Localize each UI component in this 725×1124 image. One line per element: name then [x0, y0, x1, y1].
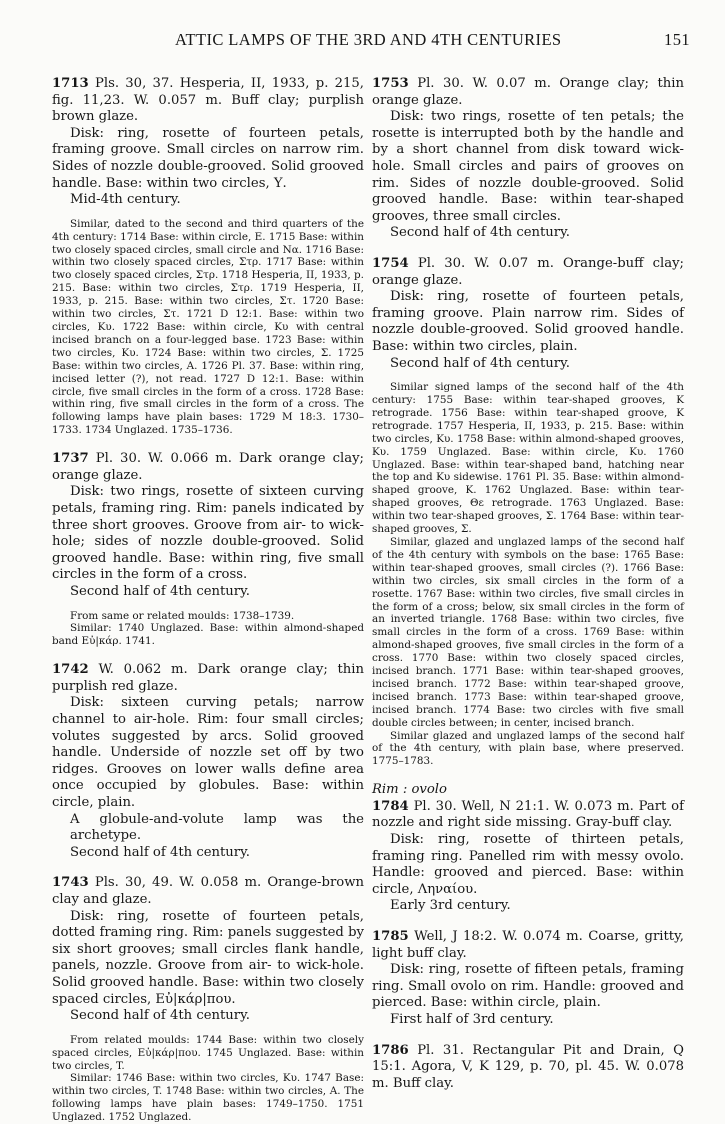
- catalogue-entry: [372, 799, 684, 832]
- section-subheading: Rim : ovolo: [372, 782, 447, 798]
- related-lamps-note: Similar: 1740 Unglazed. Base: within almond-shaped band Εὐ|κάρ. 1741.: [52, 622, 364, 648]
- catalogue-entry: [372, 929, 684, 962]
- catalogue-number: 1754: [372, 255, 409, 271]
- description-paragraph: Disk: ring, rosette of fourteen petals, dotted framing ring. Rim: panels suggested by six short grooves; small circles flank handle, panels, nozzle. Groove from air- to wick-hole. Solid grooved handle. Base: within two closely spaced circles, Εὐ|κάρ|που.: [52, 908, 364, 1007]
- catalogue-entry: [52, 451, 364, 484]
- catalogue-number: 1713: [52, 76, 89, 91]
- date-line: Early 3rd century.: [390, 898, 511, 914]
- related-lamps-note: From related moulds: 1744 Base: within two closely spaced circles, Εὐ|κάρ|που. 1745 Unglazed. Base: within two circles, T.: [52, 1033, 364, 1072]
- description-paragraph: Disk: ring, rosette of fourteen petals, framing groove. Small circles on narrow rim. Sides of nozzle double-grooved. Solid grooved handle. Base: within two circles, Υ.: [52, 125, 364, 191]
- catalogue-entry: [52, 76, 364, 126]
- catalogue-number: 1784: [372, 798, 409, 814]
- entry-text: Pl. 30. W. 0.066 m. Dark orange clay; orange glaze.: [52, 451, 364, 483]
- description-paragraph: Disk: ring, rosette of thirteen petals, framing ring. Panelled rim with messy ovolo. Handle: grooved and pierced. Base: within circle, Ληναίου.: [372, 832, 684, 897]
- catalogue-number: 1753: [372, 76, 409, 91]
- entry-text: Pl. 30. W. 0.07 m. Orange clay; thin orange glaze.: [372, 76, 684, 108]
- related-lamps-note: From same or related moulds: 1738–1739.: [70, 609, 295, 622]
- related-lamps-note: Similar: 1746 Base: within two circles, Κυ. 1747 Base: within two circles, T. 1748 Base: within two circles, A. The following lamps have plain bases: 1749–1750. 1751 Unglazed. 1752 Unglazed.: [52, 1072, 364, 1124]
- catalogue-entry: [52, 662, 364, 695]
- description-paragraph: Disk: ring, rosette of fourteen petals, framing groove. Plain narrow rim. Sides of nozzle double-grooved. Solid grooved handle. Base: within two circles, plain.: [372, 289, 684, 354]
- description-paragraph: Disk: ring, rosette of fifteen petals, framing ring. Small ovolo on rim. Handle: grooved and pierced. Base: within circle, plain.: [372, 962, 684, 1011]
- related-lamps-note: Similar signed lamps of the second half of the 4th century: 1755 Base: within tear-shaped grooves, K retrograde. 1756 Base: within tear-shaped groove, K retrograde. 1757 Hesperia, II, 1933, p. 215. Base: within two circles, Κυ. 1758 Base: within almond-shaped grooves, Κυ. 1759 Unglazed. Base: within circle, Κυ. 1760 Unglazed. Base: within tear-shaped band, hatching near the top and Κυ sidewise. 1761 Pl. 35. Base: within almond-shaped groove, K. 1762 Unglazed. Base: within tear-shaped grooves, Θε retrograde. 1763 Unglazed. Base: within two tear-shaped grooves, Σ. 1764 Base: within tear-shaped grooves, Σ.: [372, 381, 684, 536]
- description-paragraph: Disk: two rings, rosette of ten petals; the rosette is interrupted both by the handle and by a short channel from disk toward wick-hole. Small circles and pairs of grooves on rim. Sides of nozzle double-grooved. Solid grooved handle. Base: within tear-shaped grooves, three small circles.: [372, 109, 684, 224]
- description-paragraph: Disk: two rings, rosette of sixteen curving petals, framing ring. Rim: panels indicated by three short grooves. Groove from air- to wick-hole; sides of nozzle double-grooved. Solid grooved handle. Base: within ring, five small circles in the form of a cross.: [52, 484, 364, 583]
- page-number: 151: [664, 30, 690, 49]
- catalogue-number: 1743: [52, 875, 89, 891]
- date-line: Second half of 4th century.: [390, 225, 570, 241]
- left-column: [52, 76, 364, 1124]
- running-title: ATTIC LAMPS OF THE 3RD AND 4TH CENTURIES: [175, 30, 562, 49]
- catalogue-number: 1786: [372, 1042, 409, 1058]
- date-line: Mid-4th century.: [70, 192, 181, 208]
- date-line: First half of 3rd century.: [390, 1012, 554, 1027]
- date-line: Second half of 4th century.: [70, 583, 250, 599]
- related-lamps-note: Similar, glazed and unglazed lamps of the second half of the 4th century with symbols on the base: 1765 Base: within tear-shaped grooves, small circles (?). 1766 Base: within two circles, six small circles in the form of a rosette. 1767 Base: within two circles, five small circles in the form of a cross; below, six small circles in the form of an inverted triangle. 1768 Base: within two circles, five small circles in the form of a cross. 1769 Base: within almond-shaped grooves, five small circles in the form of a cross. 1770 Base: within two closely spaced circles, incised branch. 1771 Base: within tear-shaped grooves, incised branch. 1772 Base: within tear-shaped groove, incised branch. 1773 Base: within tear-shaped groove, incised branch. 1774 Base: two circles with five small double circles between; in center, incised branch.: [372, 535, 684, 729]
- entry-text: Pl. 30. Well, N 21:1. W. 0.073 m. Part of nozzle and right side missing. Gray-buff clay.: [372, 798, 684, 831]
- catalogue-entry: [52, 875, 364, 908]
- date-line: Second half of 4th century.: [70, 844, 250, 860]
- entry-text: Pl. 30. W. 0.07 m. Orange-buff clay; orange glaze.: [372, 255, 684, 288]
- catalogue-entry: [372, 76, 684, 109]
- entry-text: Pls. 30, 37. Hesperia, II, 1933, p. 215, fig. 11,23. W. 0.057 m. Buff clay; purplish brown glaze.: [52, 76, 365, 125]
- right-column: [372, 76, 684, 1092]
- date-line: Second half of 4th century.: [70, 1008, 250, 1024]
- catalogue-entry: [372, 1043, 684, 1093]
- related-lamps-note: Similar glazed and unglazed lamps of the second half of the 4th century, with plain base, where preserved. 1775–1783.: [372, 729, 684, 768]
- catalogue-number: 1737: [52, 451, 89, 467]
- related-lamps-note: Similar, dated to the second and third quarters of the 4th century: 1714 Base: within circle, E. 1715 Base: within two closely spaced circles, small circle and Να. 1716 Base: within two closely spaced circles, Στρ. 1717 Base: within two closely spaced circles, Στρ. 1718 Hesperia, II, 1933, p. 215. Base: within two circles, Στρ. 1719 Hesperia, II, 1933, p. 215. Base: within two circles, Στ. 1720 Base: within two circles, Στ. 1721 D 12:1. Base: within two circles, Κυ. 1722 Base: within circle, Κυ with central incised branch on a four-legged base. 1723 Base: within two circles, Κυ. 1724 Base: within two circles, Σ. 1725 Base: within two circles, A. 1726 Pl. 37. Base: within ring, incised letter (?), not read. 1727 D 12:1. Base: within circle, five small circles in the form of a cross. 1728 Base: within ring, five small circles in the form of a cross. The following lamps have plain bases: 1729 M 18:3. 1730–1733. 1734 Unglazed. 1735–1736.: [52, 217, 364, 437]
- date-line: Second half of 4th century.: [390, 355, 570, 371]
- entry-text: W. 0.062 m. Dark orange clay; thin purplish red glaze.: [52, 662, 364, 694]
- catalogue-number: 1785: [372, 929, 409, 945]
- entry-text: Pl. 31. Rectangular Pit and Drain, Q 15:1. Agora, V, K 129, p. 70, pl. 45. W. 0.078 m. Buff clay.: [372, 1042, 684, 1091]
- date-line: A globule-and-volute lamp was the archetype.: [70, 811, 364, 844]
- catalogue-entry: [372, 256, 684, 289]
- description-paragraph: Disk: sixteen curving petals; narrow channel to air-hole. Rim: four small circles; volutes suggested by arcs. Solid grooved handle. Underside of nozzle set off by two ridges. Grooves on lower walls define area once occupied by globules. Base: within circle, plain.: [52, 695, 364, 810]
- entry-text: Pls. 30, 49. W. 0.058 m. Orange-brown clay and glaze.: [52, 875, 364, 907]
- entry-text: Well, J 18:2. W. 0.074 m. Coarse, gritty, light buff clay.: [372, 929, 684, 961]
- catalogue-number: 1742: [52, 662, 89, 678]
